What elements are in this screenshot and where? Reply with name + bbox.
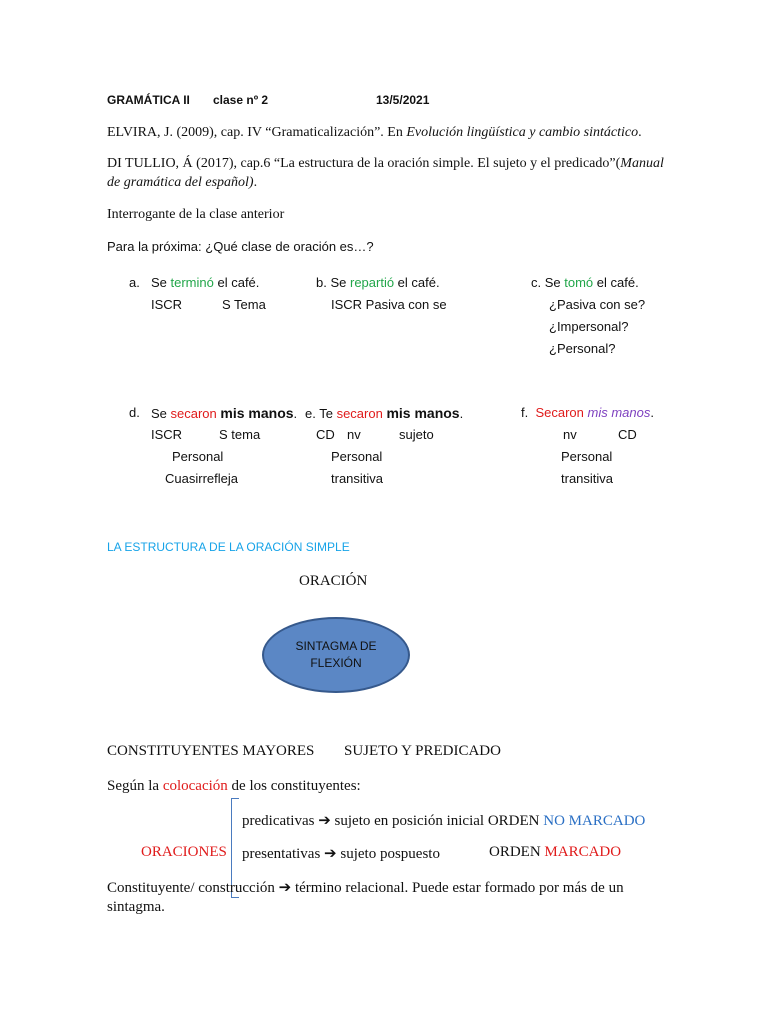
constituents-value: SUJETO Y PREDICADO	[344, 743, 501, 759]
example-f-marker: f.	[521, 405, 529, 420]
course-title: GRAMÁTICA II	[107, 93, 190, 107]
example-b-post: el café.	[394, 275, 440, 290]
example-f-label-1: nv	[563, 427, 577, 442]
example-b-marker: b.	[316, 275, 327, 290]
example-c-post: el café.	[593, 275, 639, 290]
class-date: 13/5/2021	[376, 93, 430, 107]
placement-pre: Según la	[107, 778, 163, 794]
sintagma-flexion-ellipse	[262, 617, 410, 693]
example-f-verb: Secaron	[535, 405, 584, 420]
example-e-pre: Te	[319, 406, 337, 421]
example-e-label-2: nv	[347, 427, 361, 442]
example-f-label-4: transitiva	[561, 471, 614, 486]
example-e-post: .	[459, 406, 464, 421]
ref2-italic: Manual	[620, 156, 664, 171]
example-b-verb: repartió	[349, 275, 395, 290]
example-a-sentence	[151, 275, 259, 290]
constituents-label: CONSTITUYENTES MAYORES	[107, 743, 315, 759]
example-e-label-4: Personal	[331, 449, 383, 464]
example-a-pre: Se	[151, 275, 171, 290]
example-c-pre: Se	[544, 275, 565, 290]
reference-ditullio-line1	[107, 156, 664, 172]
ref2-italic-2: de gramática del español)	[107, 175, 254, 190]
placement-highlight: colocación	[162, 778, 228, 794]
definition-line-2: sintagma.	[107, 899, 165, 915]
placement-post: de los constituyentes:	[227, 778, 361, 794]
no-marcado-tag: NO MARCADO	[543, 813, 646, 829]
example-d-label-4: Cuasirrefleja	[165, 471, 238, 486]
oraciones-label: ORACIONES	[141, 844, 227, 860]
example-e-verb: secaron	[336, 406, 383, 421]
section-title: LA ESTRUCTURA DE LA ORACIÓN SIMPLE	[107, 540, 350, 554]
example-e-label-5: transitiva	[331, 471, 384, 486]
example-a-label-1: ISCR	[151, 297, 183, 312]
ref2-plain: DI TULLIO, Á (2017), cap.6 “La estructura de la oración simple. El sujeto y el predicado”(	[107, 156, 621, 171]
example-d-verb: secaron	[170, 406, 217, 421]
example-f-object: mis manos	[587, 405, 651, 420]
example-c-sentence	[531, 275, 639, 290]
predicativas-row	[242, 811, 645, 830]
example-d-object: mis manos	[220, 405, 294, 421]
placement-line	[107, 778, 361, 795]
reference-ditullio-line2	[107, 175, 257, 191]
reference-elvira	[107, 125, 642, 141]
example-e-label-1: CD	[316, 427, 335, 442]
example-d-label-3: Personal	[172, 449, 224, 464]
example-d-marker: d.	[129, 405, 140, 420]
example-a-marker: a.	[129, 275, 140, 290]
example-a-verb: terminó	[170, 275, 214, 290]
example-d-pre: Se	[151, 406, 171, 421]
predicativas-text: predicativas ➔ sujeto en posición inicial ORDEN	[242, 813, 544, 829]
example-f-label-2: CD	[618, 427, 637, 442]
ref1-author: ELVIRA, J. (2009), cap. IV “Gramaticalización”. En	[107, 125, 407, 140]
example-a-label-2: S Tema	[222, 297, 266, 312]
example-c-marker: c.	[531, 275, 542, 290]
example-e-object: mis manos	[386, 405, 460, 421]
example-f-label-3: Personal	[561, 449, 613, 464]
definition-line-1: Constituyente/ construcción ➔ término relacional. Puede estar formado por más de un	[107, 880, 624, 896]
question-next: Para la próxima: ¿Qué clase de oración es…?	[107, 239, 374, 254]
diagram-top-label: ORACIÓN	[299, 573, 368, 589]
example-d-post: .	[293, 406, 298, 421]
example-c-verb: tomó	[564, 275, 594, 290]
question-previous: Interrogante de la clase anterior	[107, 207, 285, 222]
example-d-label-2: S tema	[219, 427, 261, 442]
example-c-question-1: ¿Pasiva con se?	[549, 297, 646, 312]
presentativas-text: presentativas ➔ sujeto pospuesto	[242, 846, 440, 862]
ellipse-label: SINTAGMA DE FLEXIÓN	[295, 639, 377, 670]
example-a-post: el café.	[213, 275, 260, 290]
marcado-tag: MARCADO	[544, 844, 622, 860]
ref1-title: Evolución lingüística y cambio sintáctico	[406, 125, 639, 140]
class-number: clase nº 2	[213, 93, 269, 107]
ref1-end: .	[638, 125, 642, 140]
example-c-question-3: ¿Personal?	[549, 341, 616, 356]
example-f-post: .	[650, 405, 654, 420]
example-e-marker: e.	[305, 406, 316, 421]
ref2-end: .	[253, 175, 258, 190]
example-b-pre: Se	[330, 275, 350, 290]
example-d-sentence	[151, 405, 297, 421]
example-f-sentence	[521, 405, 654, 420]
example-d-label-1: ISCR	[151, 427, 183, 442]
example-e-sentence	[305, 405, 463, 421]
example-e-label-3: sujeto	[399, 427, 434, 442]
example-b-label-1: ISCR Pasiva con se	[331, 297, 447, 312]
orden-word: ORDEN	[489, 844, 545, 860]
example-c-question-2: ¿Impersonal?	[549, 319, 629, 334]
example-b-sentence	[316, 275, 440, 290]
presentativas-orden	[489, 844, 621, 861]
